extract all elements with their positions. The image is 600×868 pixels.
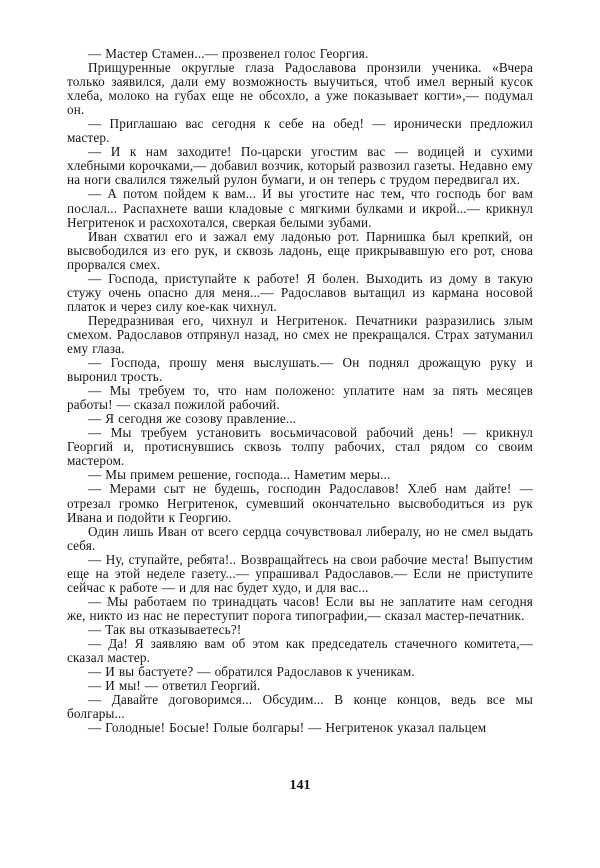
page-number: 141 — [289, 778, 311, 793]
paragraph: — Мастер Стамен...— прозвенел голос Георгия. — [88, 46, 369, 61]
paragraph: — Я сегодня же созову правление... — [88, 411, 297, 427]
paragraph: — Давайте договоримся... Обсудим... В конце концов, ведь все мы болгары... — [67, 692, 533, 722]
paragraph: — Так вы отказываетесь?! — [88, 621, 242, 637]
paragraph: — Да! Я заявляю вам об этом как председатель стачечного комитета,— сказал мастер. — [67, 635, 533, 666]
paragraph: — Мерами сыт не будешь, господин Радославов! Хлеб нам дайте! — отрезал громко Негритенок, сумевший окончательно высвободиться из рук Ивана и подойти к Георгию. — [67, 481, 533, 525]
book-page-text — [67, 47, 533, 735]
paragraph: — И вы бастуете? — обратился Радославов к ученикам. — [88, 664, 415, 680]
paragraph: Иван схватил его и зажал ему ладонью рот. Парнишка был крепкий, он высвободился из его рук, и сквозь ладонь, еще прикрывавшую его рот, снова прорвался смех. — [67, 228, 533, 272]
paragraph: Прищуренные округлые глаза Радославова пронзили ученика. «Вчера только заявился, дали ему возможность выучиться, чтоб имел верный кусок хлеба, молоко на губах еще не обсохло, а уже показывает когти»,— подумал он. — [67, 60, 533, 118]
paragraph: — Господа, прошу меня выслушать.— Он поднял дрожащую руку и выронил трость. — [67, 355, 533, 385]
paragraph: — И мы! — ответил Георгий. — [88, 678, 261, 694]
paragraph: — Мы требуем то, что нам положено: уплатите нам за пять месяцев работы! — сказал пожилой рабочий. — [67, 383, 533, 413]
paragraph: Передразнивая его, чихнул и Негритенок. Печатники разразились злым смехом. Радославов отпрянул назад, но смех не прекращался. Страх затуманил ему глаза. — [67, 312, 533, 356]
paragraph: Один лишь Иван от всего сердца сочувствовал либералу, но не смел выдать себя. — [67, 523, 533, 553]
paragraph: — А потом пойдем к вам... И вы угостите нас тем, что господь бог вам послал... Распахнете ваши кладовые с мягкими булками и икрой...— крикнул Негритенок и расхохотался, сверкая белыми зубами. — [67, 186, 533, 230]
paragraph: — И к нам заходите! По-царски угостим вас — водицей и сухими хлебными корочками,— добавил возчик, который развозил газеты. Недавно ему на ноги свалился тяжелый рулон бумаги, и он теперь с трудом передвигал их. — [67, 144, 533, 188]
paragraph: — Господа, приступайте к работе! Я болен. Выходить из дому в такую стужу очень опасно для меня...— Радославов вытащил из кармана носовой платок и через силу кое-как чихнул. — [67, 270, 533, 314]
paragraph: — Голодные! Босые! Голые болгары! — Негритенок указал пальцем — [88, 720, 487, 736]
paragraph: — Мы примем решение, господа... Наметим меры... — [88, 467, 391, 483]
paragraph: — Приглашаю вас сегодня к себе на обед! — иронически предложил мастер. — [67, 116, 533, 146]
paragraph: — Мы работаем по тринадцать часов! Если вы не заплатите нам сегодня же, никто из нас не переступит порога типографии,— сказал мастер-печатник. — [67, 593, 533, 623]
paragraph: — Мы требуем установить восьмичасовой рабочий день! — крикнул Георгий и, протиснувшись сквозь толпу рабочих, стал рядом со своим мастером. — [67, 425, 533, 469]
paragraph: — Ну, ступайте, ребята!.. Возвращайтесь на свои рабочие места! Выпустим еще на этой неделе газету...— упрашивал Радославов.— Если не приступите сейчас к работе — и для нас будет худо, и для вас... — [67, 551, 533, 595]
